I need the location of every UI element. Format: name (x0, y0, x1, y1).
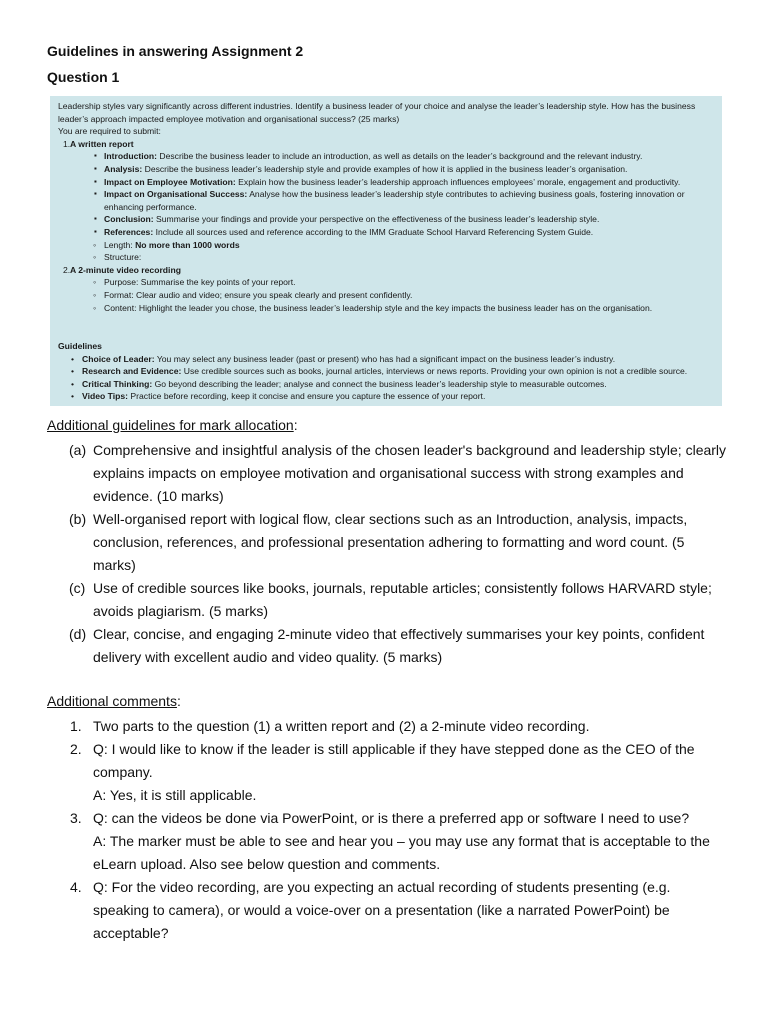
list-item: 3. Q: can the videos be done via PowerPoint, or is there a preferred app or software I need to use? A: The marker must be able to see and hear you – you may use any format that is acceptable to the eLearn upload. Also see below question and comments. (70, 810, 710, 872)
comments-heading: Additional comments: (47, 693, 181, 709)
list-item: ▪ Impact on Employee Motivation: Explain how the business leader’s leadership approach influences employees’ morale, engagement and productivity. (104, 176, 714, 189)
question-box (50, 96, 722, 406)
list-item: ◦ Purpose: Summarise the key points of your report. (104, 276, 714, 289)
comments-section (47, 690, 727, 945)
list-item: • Critical Thinking: Go beyond describing the leader; analyse and connect the business leader’s leadership style to measurable outcomes. (68, 378, 714, 391)
submission-item-report (58, 138, 714, 264)
report-format-list (70, 239, 714, 264)
guidelines-list (58, 353, 714, 403)
list-item: ▪ References: Include all sources used and reference according to the IMM Graduate School Harvard Referencing System Guide. (104, 226, 714, 239)
list-item: • Choice of Leader: You may select any business leader (past or present) who has had a significant impact on the business leader’s industry. (68, 353, 714, 366)
list-item: (a) Comprehensive and insightful analysis of the chosen leader's background and leadership style; clearly explains impacts on employee motivation and organisational success with strong examples and evidence. (10 marks) (69, 442, 727, 504)
list-item: ▪ Conclusion: Summarise your findings and provide your perspective on the effectiveness of the business leader’s leadership style. (104, 213, 714, 226)
comments-list (47, 715, 727, 945)
submission-list (58, 138, 714, 314)
question-prompt: Leadership styles vary significantly across different industries. Identify a business leader of your choice and analyse the leader’s leadership style. How has the business leader’s approach impacted employee motivation and organisational success? (25 marks) (58, 101, 696, 124)
report-sections-list (70, 150, 714, 238)
list-item: ▪ Introduction: Describe the business leader to include an introduction, as well as details on the leader’s background and the relevant industry. (104, 150, 714, 163)
item-number: 2. (63, 264, 71, 275)
document-title: Guidelines in answering Assignment 2 (47, 43, 304, 59)
mark-allocation-list (47, 439, 727, 669)
list-item: (d) Clear, concise, and engaging 2-minute video that effectively summarises your key points, confident delivery with excellent audio and video quality. (5 marks) (69, 626, 705, 665)
submission-item-video (58, 264, 714, 314)
item-number: 1. (63, 138, 71, 149)
submit-intro: You are required to submit: (58, 126, 161, 137)
mark-allocation-heading: Additional guidelines for mark allocation: (47, 417, 298, 433)
list-item: ▪ Impact on Organisational Success: Analyse how the business leader’s leadership style contributes to achieving business goals, fostering innovation or enhancing performance. (104, 188, 714, 213)
list-item: 2. Q: I would like to know if the leader is still applicable if they have stepped done as the CEO of the company. A: Yes, it is still applicable. (70, 741, 695, 803)
list-item: ◦ Structure: (104, 251, 714, 264)
list-item: (c) Use of credible sources like books, journals, reputable articles; consistently follows HARVARD style; avoids plagiarism. (5 marks) (69, 580, 712, 619)
list-item: ◦ Format: Clear audio and video; ensure you speak clearly and present confidently. (104, 289, 714, 302)
video-requirements-list (70, 276, 714, 314)
item-title: A 2-minute video recording (70, 264, 181, 275)
list-item: ◦ Content: Highlight the leader you chose, the business leader’s leadership style and the key impacts the business leader has on the organisation. (104, 302, 714, 315)
list-item: • Video Tips: Practice before recording, keep it concise and ensure you capture the essence of your report. (68, 390, 714, 403)
question-heading: Question 1 (47, 69, 120, 85)
list-item: 4. Q: For the video recording, are you expecting an actual recording of students presenting (e.g. speaking to camera), or would a voice-over on a presentation (like a narrated PowerPoint) be acceptable? (70, 879, 671, 941)
list-item: (b) Well-organised report with logical flow, clear sections such as an Introduction, analysis, impacts, conclusion, references, and professional presentation adhering to formatting and word count. (5 marks) (69, 511, 688, 573)
item-title: A written report (70, 138, 134, 149)
mark-allocation-section (47, 414, 727, 669)
list-item: 1. Two parts to the question (1) a written report and (2) a 2-minute video recording. (70, 718, 590, 734)
list-item: ▪ Analysis: Describe the business leader’s leadership style and provide examples of how it is applied in the business leader’s organisation. (104, 163, 714, 176)
list-item: ◦ Length: No more than 1000 words (104, 239, 714, 252)
list-item: • Research and Evidence: Use credible sources such as books, journal articles, interviews or news reports. Providing your own opinion is not a credible source. (68, 365, 714, 378)
guidelines-heading: Guidelines (58, 341, 102, 352)
